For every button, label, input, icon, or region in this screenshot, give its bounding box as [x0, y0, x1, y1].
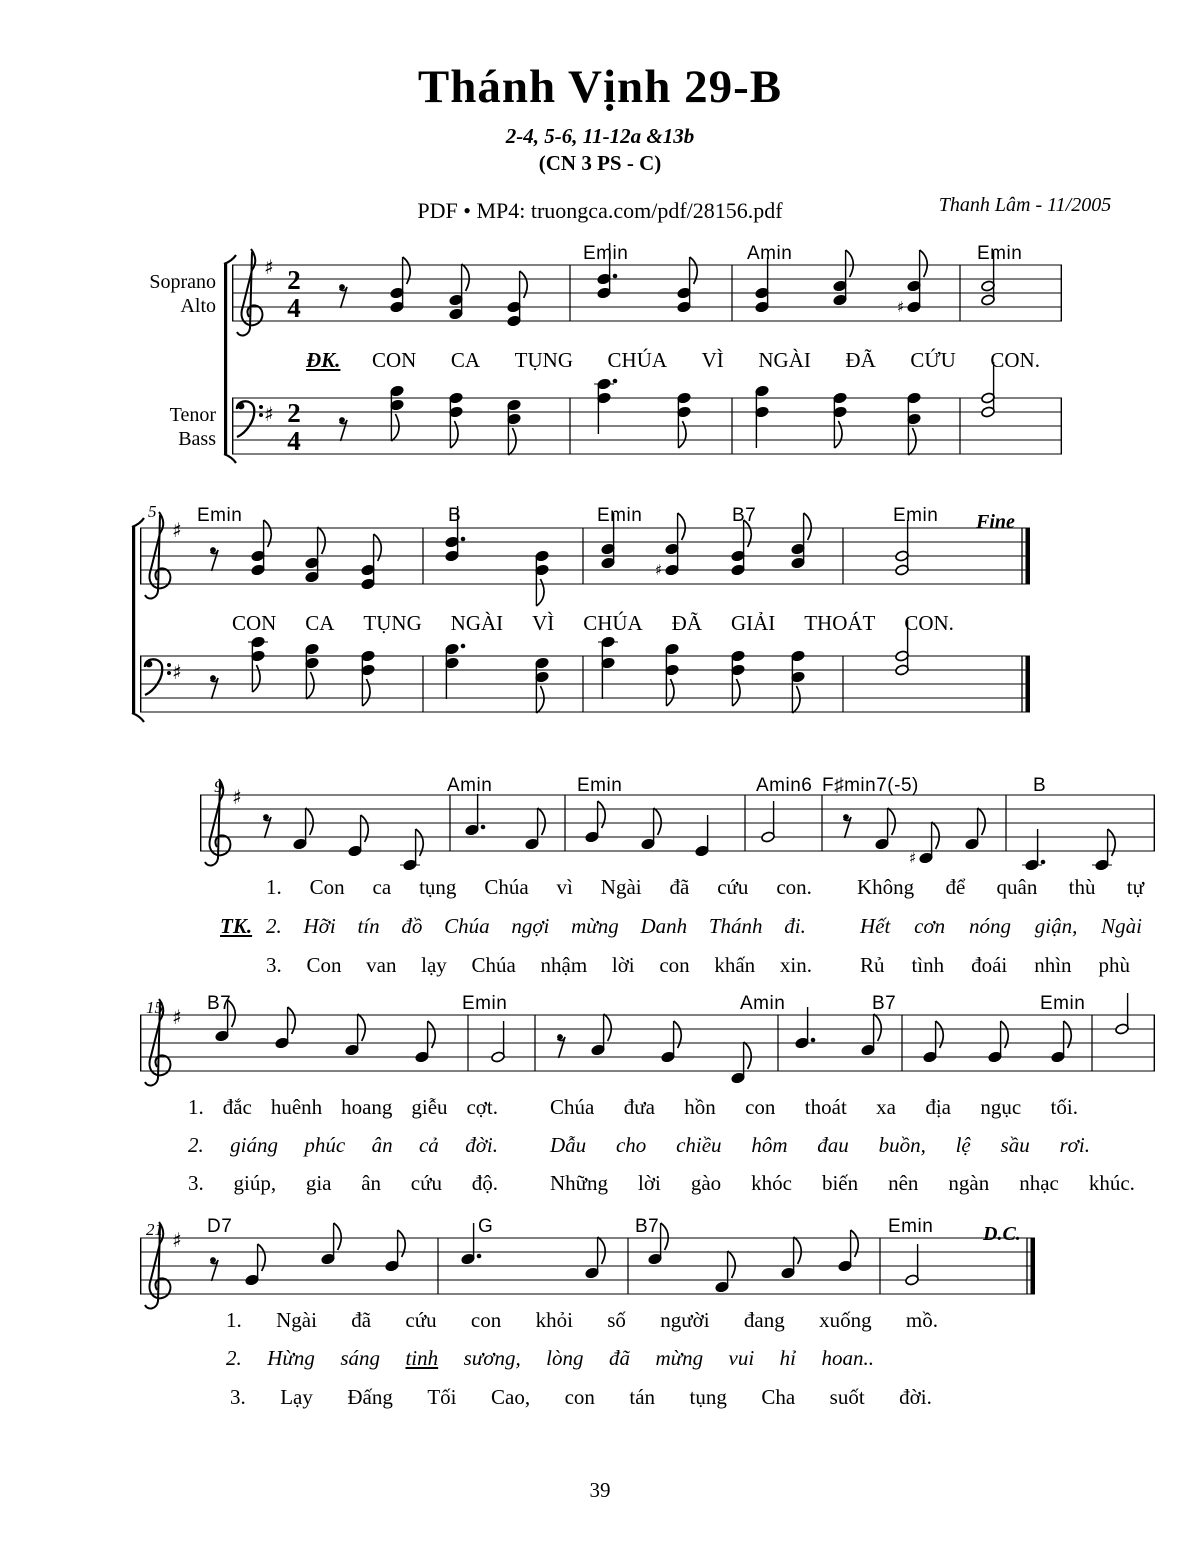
lyric-word: vui	[728, 1346, 755, 1370]
lyric-word: hoan..	[821, 1346, 874, 1370]
lyric-word: tinh	[405, 1346, 439, 1370]
chord-label: G	[478, 1216, 494, 1237]
chord-label: F♯min7(-5)	[822, 775, 919, 796]
lyric-word: VÌ	[701, 348, 724, 372]
lyric-word: Danh	[640, 914, 688, 938]
chord-label: Emin	[197, 505, 243, 526]
lyric-word: suốt	[829, 1385, 865, 1409]
lyric-word: gia	[305, 1171, 332, 1195]
pdf-mp4-link-line: PDF • MP4: truongca.com/pdf/28156.pdf	[417, 198, 783, 223]
verse-block2-line2-left	[188, 1133, 498, 1158]
lyric-word: CHÚA	[607, 348, 668, 372]
lyric-word: 2.	[226, 1346, 242, 1370]
lyric-word: Thánh	[708, 914, 763, 938]
chord-label: Emin	[597, 505, 643, 526]
lyric-word: lạy	[421, 953, 447, 977]
lyric-word: Đấng	[347, 1385, 393, 1409]
lyric-word: huênh	[270, 1095, 323, 1119]
lyric-word: người	[660, 1308, 710, 1332]
lyric-word: nhậm	[540, 953, 588, 977]
lyric-word: Ngài	[600, 875, 642, 899]
lyric-word: quân	[996, 875, 1038, 899]
lyric-word: hôm	[751, 1133, 788, 1157]
page-number: 39	[589, 1478, 611, 1502]
verse-block1-line3-right	[860, 953, 1130, 978]
lyric-word: Hừng	[267, 1346, 315, 1370]
lyric-word: ca	[372, 875, 392, 899]
lyric-word: ĐÃ	[671, 611, 703, 635]
lyric-word: hoang	[341, 1095, 393, 1119]
lyric-word: 2.	[188, 1133, 204, 1157]
lyric-word: Con	[309, 875, 345, 899]
lyric-word: xin.	[779, 953, 812, 977]
lyric-word: 3.	[266, 953, 282, 977]
lyric-word: Cao,	[491, 1385, 531, 1409]
lyric-word: hỉ	[779, 1346, 797, 1370]
lyric-word: mừng	[655, 1346, 704, 1370]
chord-label: B7	[635, 1216, 660, 1237]
lyric-word: giễu	[411, 1095, 448, 1119]
lyric-word: mồ.	[905, 1308, 938, 1332]
measure-number: 15	[146, 998, 163, 1017]
lyric-word: đang	[743, 1308, 785, 1332]
svg-text:♯: ♯	[172, 1005, 182, 1029]
lyric-word: Ngài	[276, 1308, 317, 1332]
refrain-lyric-line-2	[232, 611, 954, 636]
lyric-word: Cha	[761, 1385, 796, 1409]
lyric-word: giúp,	[233, 1171, 277, 1195]
lyric-word: để	[945, 875, 966, 899]
lyric-word: 1.	[266, 875, 282, 899]
lyric-word: thù	[1068, 875, 1096, 899]
svg-text:♯: ♯	[264, 255, 274, 279]
measure-number: 21	[146, 1220, 163, 1239]
lyric-word: đưa	[623, 1095, 655, 1119]
lyric-word: chiều	[676, 1133, 722, 1157]
lyric-word: van	[366, 953, 397, 977]
chord-label: Emin	[977, 243, 1023, 264]
lyric-word: xuống	[819, 1308, 872, 1332]
lyric-word: CON.	[990, 348, 1040, 372]
chord-label: Amin	[447, 775, 493, 796]
measure-number: 5	[148, 502, 157, 521]
lyric-word: khỏi	[535, 1308, 573, 1332]
lyric-word: TỤNG	[363, 611, 422, 635]
lyric-word: NGÀI	[450, 611, 504, 635]
verse-block1-line2-right	[860, 914, 1142, 939]
verse-block3-line2	[226, 1346, 874, 1371]
lyric-word: rơi.	[1059, 1133, 1090, 1157]
lyric-word: nên	[888, 1171, 919, 1195]
verse-block1-line1-right	[857, 875, 1144, 900]
composer-credit: Thanh Lâm - 11/2005	[938, 194, 1112, 216]
label-alto: Alto	[180, 295, 216, 317]
lyric-word: CA	[450, 348, 481, 372]
fine-marking: Fine	[976, 511, 1015, 533]
chord-label: B	[448, 505, 462, 526]
lyric-word: sầu	[1000, 1133, 1030, 1157]
lyric-word: con	[659, 953, 690, 977]
chord-label: Emin	[893, 505, 939, 526]
lyric-word: con	[470, 1308, 502, 1332]
lyric-word: NGÀI	[758, 348, 811, 372]
lyric-word: nhìn	[1034, 953, 1072, 977]
lyric-word: Không	[857, 875, 915, 899]
psalm-verses-subtitle: 2-4, 5-6, 11-12a &13b	[505, 124, 695, 148]
lyric-word: đời.	[899, 1385, 932, 1409]
verse-block2-line3-right	[550, 1171, 1135, 1196]
svg-text:2: 2	[287, 398, 301, 428]
lyric-word: THOÁT	[804, 611, 876, 635]
lyric-word: giáng	[230, 1133, 278, 1157]
lyric-word: Chúa	[550, 1095, 595, 1119]
lyric-word: nhạc	[1019, 1171, 1059, 1195]
refrain-dk-label: ĐK.	[306, 348, 341, 372]
lyric-word: khấn	[714, 953, 756, 977]
lyric-word: Hỡi	[303, 914, 336, 938]
lyric-word: khúc.	[1088, 1171, 1135, 1195]
liturgical-reference: (CN 3 PS - C)	[538, 151, 662, 175]
chord-label: D7	[207, 1216, 233, 1237]
svg-text:♯: ♯	[172, 1228, 182, 1252]
lyric-word: thoát	[804, 1095, 847, 1119]
svg-text:♯: ♯	[655, 561, 663, 579]
svg-text:♯: ♯	[172, 660, 182, 684]
lyric-word: con.	[776, 875, 812, 899]
chord-label: B7	[872, 993, 897, 1014]
verse-block2-line3-left	[188, 1171, 498, 1196]
lyric-word: CỨU	[910, 348, 956, 372]
lyric-word: ngàn	[948, 1171, 990, 1195]
lyric-word: GIẢI	[730, 611, 776, 635]
lyric-word: độ.	[471, 1171, 498, 1195]
lyric-word: cứu	[405, 1308, 437, 1332]
chord-label: B	[1033, 775, 1047, 796]
page-title: Thánh Vịnh 29-B	[417, 61, 783, 113]
lyric-word: gào	[690, 1171, 722, 1195]
lyric-word: đắc	[222, 1095, 252, 1119]
lyric-word: số	[607, 1308, 626, 1332]
lyric-word: đi.	[784, 914, 806, 938]
lyric-word: cho	[615, 1133, 647, 1157]
lyric-word: lời	[638, 1171, 661, 1195]
lyric-word: biến	[821, 1171, 859, 1195]
lyric-word: khóc	[751, 1171, 792, 1195]
lyric-word: Ngài	[1101, 914, 1142, 938]
chord-label: Emin	[1040, 993, 1086, 1014]
chord-label: Emin	[888, 1216, 934, 1237]
lyric-word: cợt.	[466, 1095, 498, 1119]
lyric-word: địa	[925, 1095, 951, 1119]
lyric-word: đời.	[465, 1133, 498, 1157]
lyric-word: Những	[550, 1171, 609, 1195]
svg-text:♯: ♯	[264, 402, 274, 426]
svg-text:4: 4	[287, 293, 301, 323]
verse-block2-line1-right	[550, 1095, 1078, 1120]
lyric-word: nóng	[968, 914, 1011, 938]
lyric-word: ân	[371, 1133, 393, 1157]
chord-label: Emin	[583, 243, 629, 264]
lyric-word: Lạy	[280, 1385, 313, 1409]
verse-block1-line3-left	[266, 953, 812, 978]
lyric-word: CA	[305, 611, 335, 635]
lyric-word: hồn	[684, 1095, 716, 1119]
lyric-word: CHÚA	[583, 611, 643, 635]
lyric-word: 1.	[188, 1095, 204, 1119]
lyric-word: cứu	[410, 1171, 442, 1195]
verse-block1-line1-left	[266, 875, 812, 900]
lyric-word: mừng	[571, 914, 619, 938]
lyric-word: CON	[232, 611, 277, 635]
lyric-word: đồ	[401, 914, 423, 938]
lyric-word: đã	[608, 1346, 630, 1370]
lyric-word: Tối	[427, 1385, 457, 1409]
lyric-word: ngợi	[511, 914, 550, 938]
lyric-word: cứu	[717, 875, 749, 899]
lyric-word: Chúa	[484, 875, 529, 899]
da-capo-marking: D.C.	[983, 1223, 1021, 1245]
svg-text:♯: ♯	[232, 785, 242, 809]
svg-text:♯: ♯	[897, 298, 905, 316]
lyric-word: cơn	[914, 914, 946, 938]
lyric-word: Con	[306, 953, 342, 977]
label-bass: Bass	[178, 428, 216, 450]
svg-text:2: 2	[287, 265, 301, 295]
lyric-word: sương,	[463, 1346, 521, 1370]
lyric-word: đoái	[971, 953, 1008, 977]
lyric-word: phù	[1098, 953, 1130, 977]
lyric-word: TỤNG	[514, 348, 573, 372]
lyric-word: ĐÃ	[845, 348, 876, 372]
lyric-word: tối.	[1050, 1095, 1078, 1119]
chord-label: Emin	[577, 775, 623, 796]
chord-label: Amin6	[756, 775, 813, 796]
chord-label: Amin	[740, 993, 786, 1014]
lyric-word: Dẫu	[550, 1133, 587, 1157]
lyric-word: Chúa	[444, 914, 490, 938]
lyric-word: đã	[351, 1308, 372, 1332]
svg-text:♯: ♯	[909, 849, 917, 867]
refrain-lyric-line-1	[372, 348, 1040, 373]
chord-label: B7	[732, 505, 757, 526]
verse-block1-line2-left	[266, 914, 806, 939]
label-soprano: Soprano	[149, 271, 216, 293]
lyric-word: tụng	[689, 1385, 727, 1409]
lyric-word: đã	[669, 875, 690, 899]
verse-tk-label: TK.	[220, 914, 253, 938]
lyric-word: ngục	[980, 1095, 1022, 1119]
lyric-word: giận,	[1034, 914, 1078, 938]
lyric-word: 3.	[188, 1171, 204, 1195]
lyric-word: tín	[357, 914, 380, 938]
lyric-word: CON	[372, 348, 417, 372]
lyric-word: Chúa	[471, 953, 516, 977]
lyric-word: Hết	[860, 914, 891, 938]
lyric-word: tán	[629, 1385, 656, 1409]
chord-label: Emin	[462, 993, 508, 1014]
lyric-word: 1.	[226, 1308, 242, 1332]
lyric-word: lệ	[955, 1133, 971, 1157]
verse-block2-line1-left	[188, 1095, 498, 1120]
system2-lower-staff	[140, 626, 1036, 761]
lyric-word: sáng	[340, 1346, 380, 1370]
lyric-word: 2.	[266, 914, 282, 938]
measure-number: 9	[214, 777, 223, 796]
lyric-word: VÌ	[532, 611, 555, 635]
lyric-word: tình	[911, 953, 945, 977]
lyric-word: tự	[1126, 875, 1144, 899]
lyric-word: cả	[418, 1133, 439, 1157]
svg-text:4: 4	[287, 426, 301, 456]
chord-label: Amin	[747, 243, 793, 264]
chord-label: B7	[207, 993, 232, 1014]
verse-block3-line3	[230, 1385, 932, 1410]
lyric-word: đau	[817, 1133, 849, 1157]
lyric-word: con	[564, 1385, 595, 1409]
lyric-word: Rủ	[860, 953, 885, 977]
label-tenor: Tenor	[169, 404, 216, 426]
lyric-word: CON.	[904, 611, 954, 635]
system1-tenor-bass-staff	[232, 368, 1068, 503]
verse-block3-line1	[226, 1308, 938, 1333]
lyric-word: con	[745, 1095, 776, 1119]
lyric-word: phúc	[304, 1133, 346, 1157]
lyric-word: xa	[876, 1095, 896, 1119]
lyric-word: vì	[556, 875, 573, 899]
verse-block2-line2-right	[550, 1133, 1090, 1158]
lyric-word: 3.	[230, 1385, 246, 1409]
lyric-word: buồn,	[878, 1133, 926, 1157]
lyric-word: ân	[361, 1171, 382, 1195]
lyric-word: tụng	[419, 875, 457, 899]
lyric-word: lời	[611, 953, 635, 977]
svg-text:♯: ♯	[172, 518, 182, 542]
lyric-word: lòng	[546, 1346, 584, 1370]
